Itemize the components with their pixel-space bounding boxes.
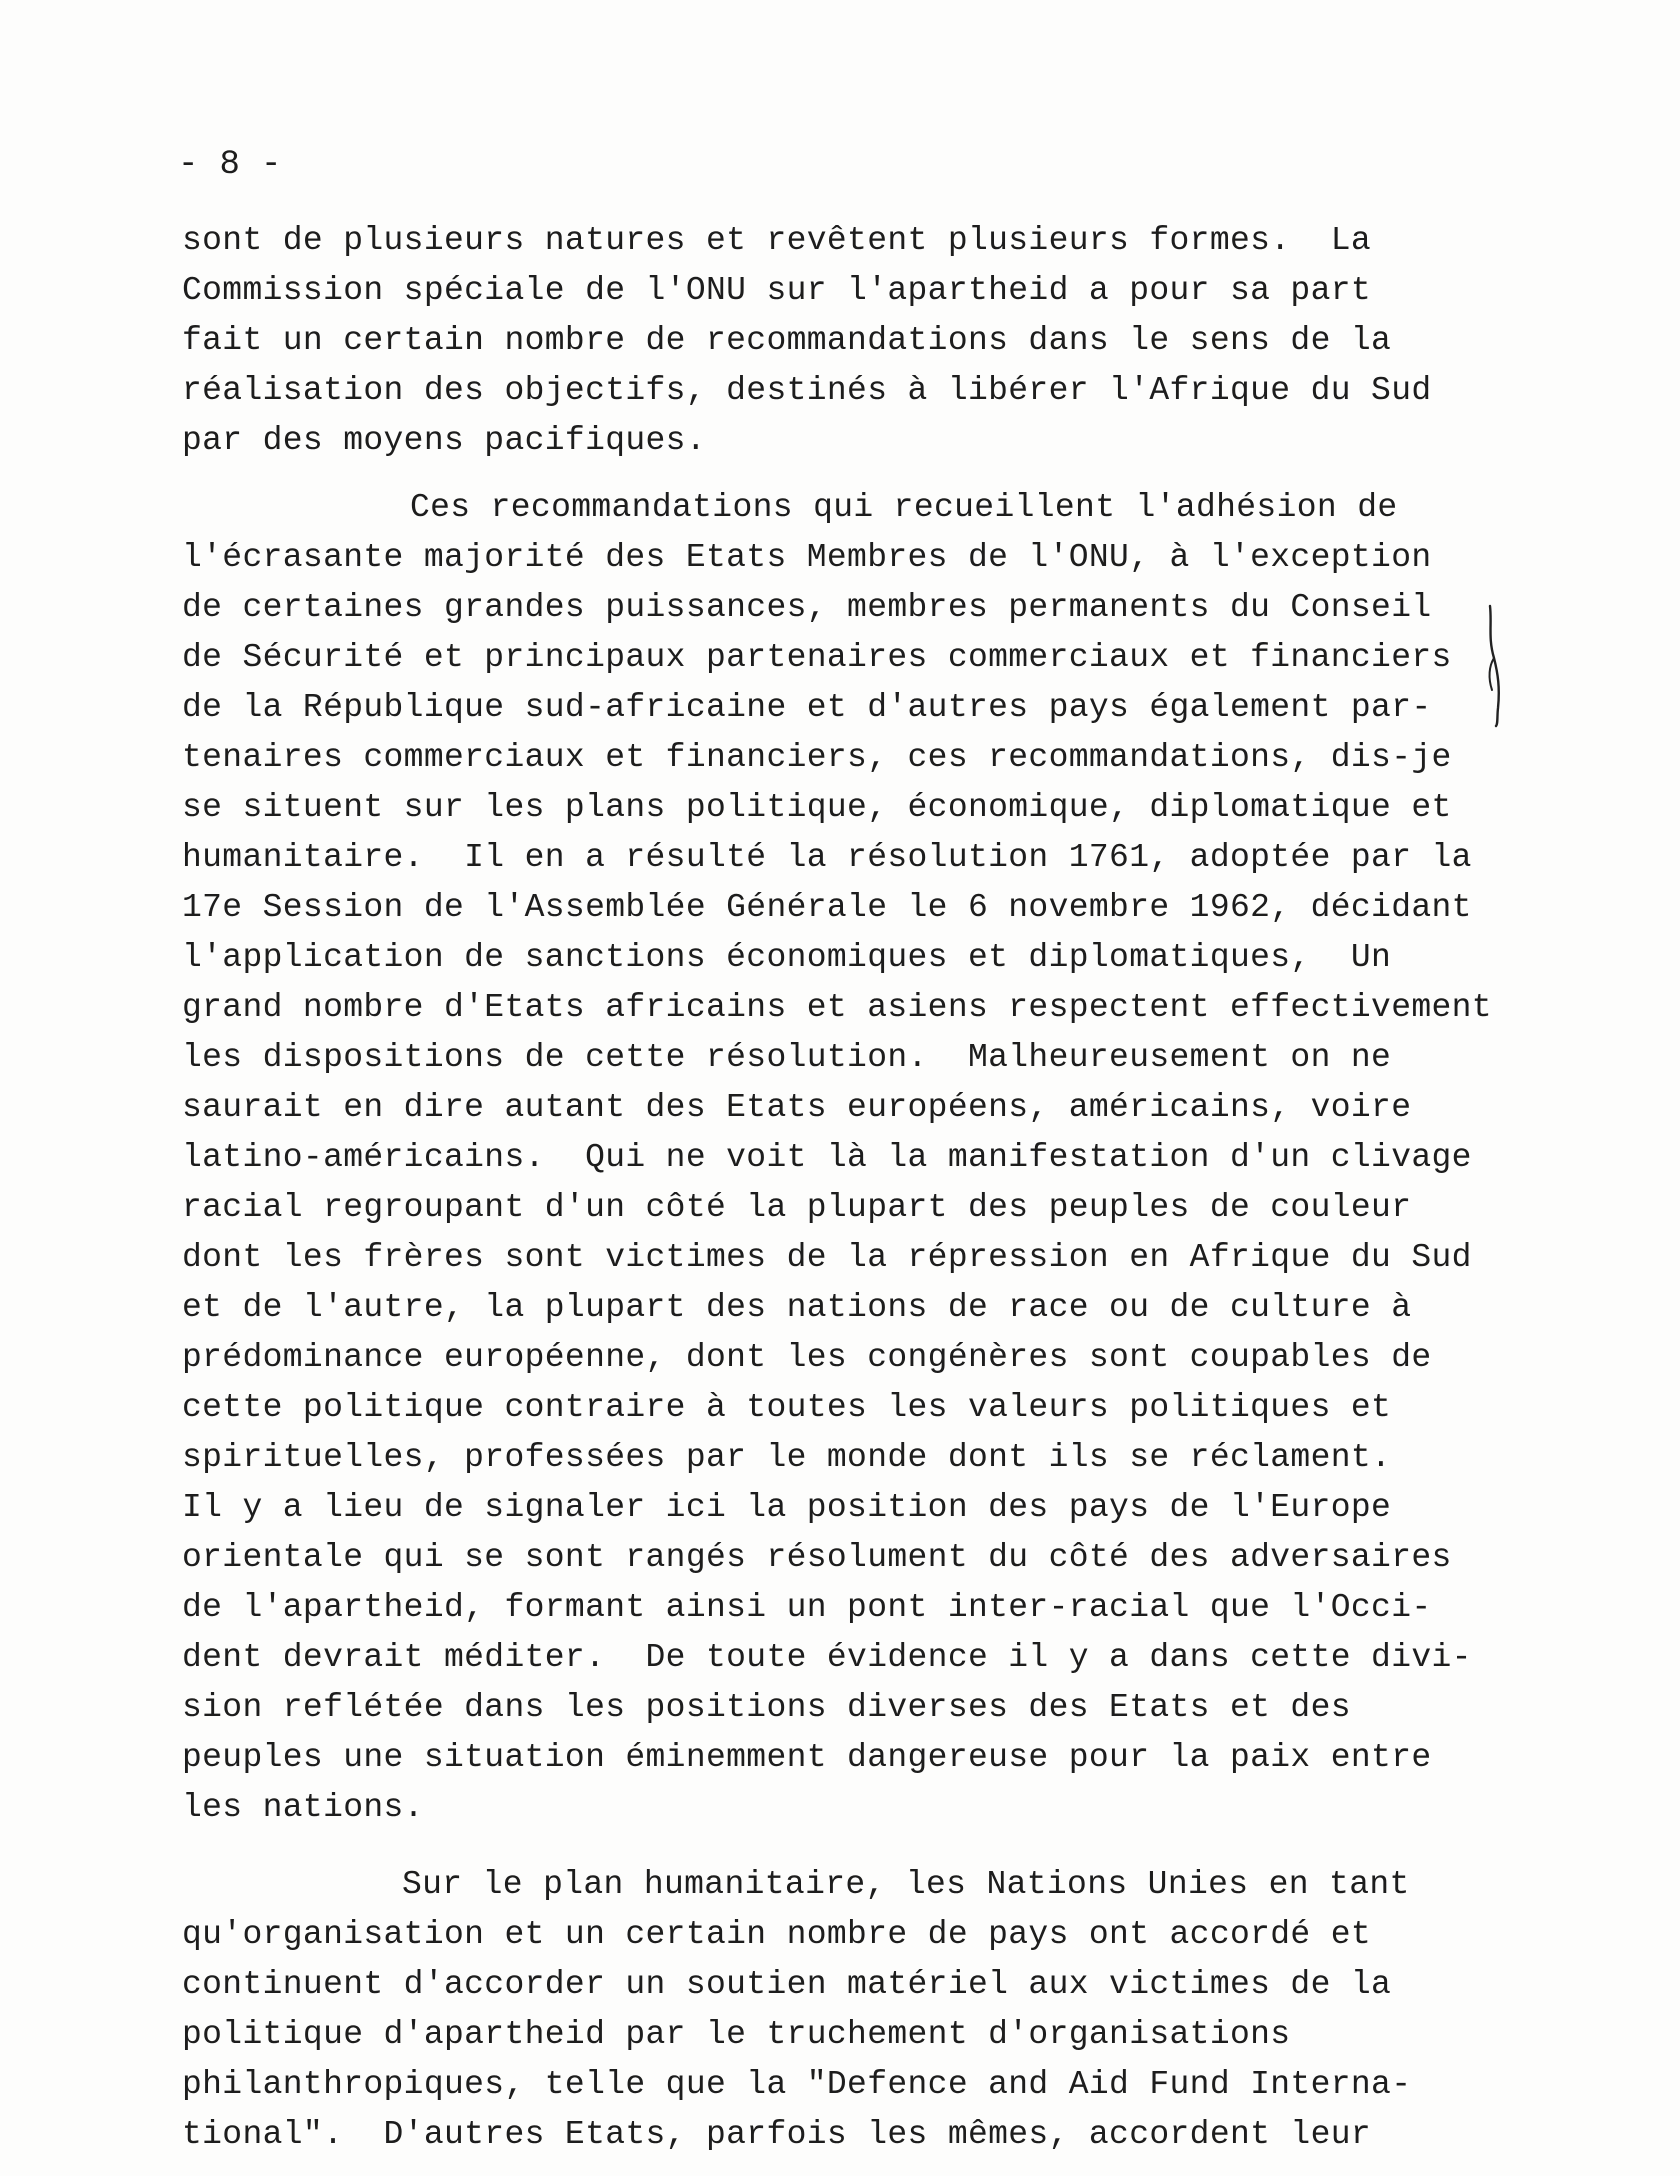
text-line: de la République sud-africaine et d'autres pays également par- (182, 689, 1432, 726)
text-line: latino-américains. Qui ne voit là la manifestation d'un clivage (182, 1139, 1472, 1176)
text-line: saurait en dire autant des Etats européens, américains, voire (182, 1089, 1412, 1126)
text-line: cette politique contraire à toutes les valeurs politiques et (182, 1389, 1392, 1426)
text-line: racial regroupant d'un côté la plupart des peuples de couleur (182, 1189, 1412, 1226)
text-line: philanthropiques, telle que la "Defence and Aid Fund Interna- (182, 2066, 1412, 2103)
text-line: par des moyens pacifiques. (182, 422, 706, 459)
text-line: l'écrasante majorité des Etats Membres de l'ONU, à l'exception (182, 539, 1432, 576)
text-line: continuent d'accorder un soutien matériel aux victimes de la (182, 1966, 1392, 2003)
text-line: qu'organisation et un certain nombre de pays ont accordé et (182, 1916, 1372, 1953)
text-line: fait un certain nombre de recommandations dans le sens de la (182, 322, 1392, 359)
text-line: humanitaire. Il en a résulté la résolution 1761, adoptée par la (182, 839, 1472, 876)
text-line: sont de plusieurs natures et revêtent plusieurs formes. La (182, 222, 1372, 259)
text-line: Sur le plan humanitaire, les Nations Unies en tant (402, 1866, 1410, 1903)
text-line: tional". D'autres Etats, parfois les mêmes, accordent leur (182, 2116, 1372, 2153)
text-line: Ces recommandations qui recueillent l'adhésion de (410, 489, 1398, 526)
text-line: et de l'autre, la plupart des nations de race ou de culture à (182, 1289, 1412, 1326)
text-line: Commission spéciale de l'ONU sur l'apartheid a pour sa part (182, 272, 1372, 309)
text-line: se situent sur les plans politique, économique, diplomatique et (182, 789, 1452, 826)
text-line: de Sécurité et principaux partenaires commerciaux et financiers (182, 639, 1452, 676)
text-line: Il y a lieu de signaler ici la position des pays de l'Europe (182, 1489, 1392, 1526)
margin-annotation-icon (1480, 604, 1510, 728)
text-line: tenaires commerciaux et financiers, ces recommandations, dis-je (182, 739, 1452, 776)
text-line: dont les frères sont victimes de la répression en Afrique du Sud (182, 1239, 1472, 1276)
text-line: l'application de sanctions économiques et diplomatiques, Un (182, 939, 1392, 976)
text-line: prédominance européenne, dont les congénères sont coupables de (182, 1339, 1432, 1376)
page-number: - 8 - (178, 146, 282, 184)
text-line: grand nombre d'Etats africains et asiens respectent effectivement (182, 989, 1492, 1026)
text-line: spirituelles, professées par le monde dont ils se réclament. (182, 1439, 1392, 1476)
text-line: de certaines grandes puissances, membres permanents du Conseil (182, 589, 1432, 626)
text-line: politique d'apartheid par le truchement d'organisations (182, 2016, 1291, 2053)
text-line: de l'apartheid, formant ainsi un pont inter-racial que l'Occi- (182, 1589, 1432, 1626)
text-line: réalisation des objectifs, destinés à libérer l'Afrique du Sud (182, 372, 1432, 409)
text-line: orientale qui se sont rangés résolument du côté des adversaires (182, 1539, 1452, 1576)
text-line: les dispositions de cette résolution. Malheureusement on ne (182, 1039, 1392, 1076)
text-line: dent devrait méditer. De toute évidence il y a dans cette divi- (182, 1639, 1472, 1676)
text-line: les nations. (182, 1789, 424, 1826)
text-line: peuples une situation éminemment dangereuse pour la paix entre (182, 1739, 1432, 1776)
text-line: 17e Session de l'Assemblée Générale le 6 novembre 1962, décidant (182, 889, 1472, 926)
text-line: sion reflétée dans les positions diverses des Etats et des (182, 1689, 1351, 1726)
